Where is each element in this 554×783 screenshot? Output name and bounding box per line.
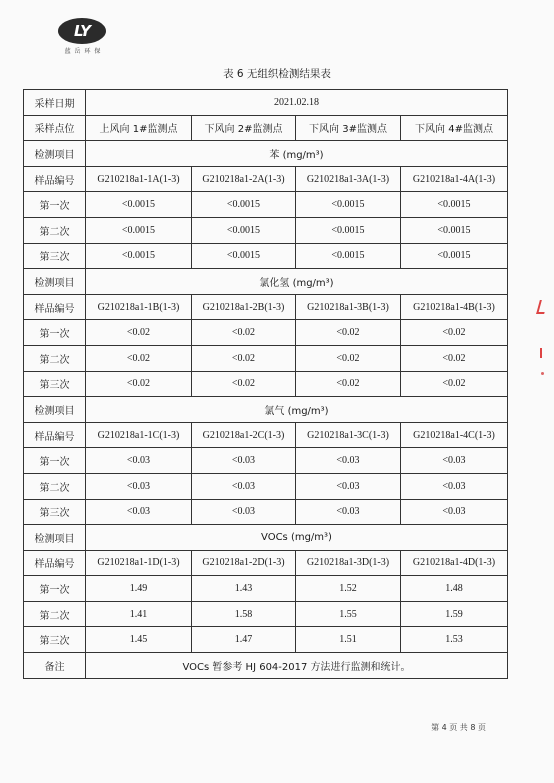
table-row — [24, 217, 508, 243]
result-value: <0.03 — [192, 473, 296, 499]
item-label: 检测项目 — [24, 141, 86, 167]
table-row — [24, 90, 508, 116]
sample-label: 样品编号 — [24, 294, 86, 320]
sample-id: G210218a1-4C(1-3) — [401, 422, 508, 448]
result-value: <0.03 — [192, 448, 296, 474]
table-row — [24, 653, 508, 679]
result-value: <0.02 — [86, 345, 192, 371]
result-value: <0.03 — [401, 499, 508, 525]
result-value: 1.49 — [86, 576, 192, 602]
sample-id: G210218a1-3D(1-3) — [296, 550, 401, 576]
result-value: 1.55 — [296, 601, 401, 627]
point-cell: 下风向 4#监测点 — [401, 115, 508, 141]
result-value: <0.0015 — [296, 243, 401, 269]
sample-id: G210218a1-3A(1-3) — [296, 166, 401, 192]
result-value: <0.02 — [296, 320, 401, 346]
point-cell: 下风向 2#监测点 — [192, 115, 296, 141]
result-value: 1.41 — [86, 601, 192, 627]
result-value: 1.59 — [401, 601, 508, 627]
logo-company-name: 蓝 岳 环 保 — [64, 48, 102, 55]
round-label: 第一次 — [24, 320, 86, 346]
round-label: 第二次 — [24, 473, 86, 499]
table-title: 表 6 无组织检测结果表 — [223, 68, 331, 80]
table-row — [24, 576, 508, 602]
table-row — [24, 294, 508, 320]
result-value: <0.0015 — [401, 243, 508, 269]
table-row — [24, 473, 508, 499]
result-value: <0.03 — [86, 448, 192, 474]
result-value: <0.0015 — [86, 243, 192, 269]
item-name: 苯 (mg/m³) — [86, 141, 508, 167]
round-label: 第一次 — [24, 576, 86, 602]
result-value: <0.02 — [401, 345, 508, 371]
table-row — [24, 550, 508, 576]
page-number: 第 4 页 共 8 页 — [431, 723, 486, 732]
round-label: 第二次 — [24, 345, 86, 371]
result-value: <0.0015 — [192, 243, 296, 269]
result-value: <0.02 — [401, 371, 508, 397]
round-label: 第一次 — [24, 448, 86, 474]
table-row — [24, 243, 508, 269]
table-row — [24, 601, 508, 627]
red-stamp-mark — [540, 348, 546, 358]
sample-id: G210218a1-1B(1-3) — [86, 294, 192, 320]
note-label: 备注 — [24, 653, 86, 679]
results-table-body — [24, 90, 508, 679]
result-value: 1.53 — [401, 627, 508, 653]
result-value: 1.58 — [192, 601, 296, 627]
sample-id: G210218a1-2B(1-3) — [192, 294, 296, 320]
table-row — [24, 448, 508, 474]
result-value: 1.48 — [401, 576, 508, 602]
result-value: <0.0015 — [192, 217, 296, 243]
sample-id: G210218a1-2A(1-3) — [192, 166, 296, 192]
point-cell: 下风向 3#监测点 — [296, 115, 401, 141]
table-row — [24, 192, 508, 218]
result-value: <0.02 — [192, 345, 296, 371]
date-value: 2021.02.18 — [86, 90, 508, 116]
result-value: 1.52 — [296, 576, 401, 602]
result-value: <0.0015 — [401, 192, 508, 218]
note-value: VOCs 暂参考 HJ 604-2017 方法进行监测和统计。 — [86, 653, 508, 679]
table-row — [24, 345, 508, 371]
result-value: <0.03 — [192, 499, 296, 525]
result-value: <0.03 — [401, 473, 508, 499]
item-name: VOCs (mg/m³) — [86, 525, 508, 551]
result-value: <0.0015 — [86, 192, 192, 218]
round-label: 第三次 — [24, 371, 86, 397]
result-value: <0.03 — [296, 448, 401, 474]
result-value: 1.47 — [192, 627, 296, 653]
result-value: <0.02 — [192, 371, 296, 397]
table-row — [24, 115, 508, 141]
result-value: 1.51 — [296, 627, 401, 653]
round-label: 第三次 — [24, 499, 86, 525]
table-row — [24, 499, 508, 525]
round-label: 第二次 — [24, 601, 86, 627]
date-label: 采样日期 — [24, 90, 86, 116]
company-logo — [58, 18, 108, 55]
sample-label: 样品编号 — [24, 550, 86, 576]
results-table — [23, 89, 508, 679]
table-row — [24, 320, 508, 346]
item-name: 氯化氢 (mg/m³) — [86, 269, 508, 295]
sample-id: G210218a1-4D(1-3) — [401, 550, 508, 576]
item-label: 检测项目 — [24, 269, 86, 295]
result-value: 1.43 — [192, 576, 296, 602]
sample-id: G210218a1-4B(1-3) — [401, 294, 508, 320]
result-value: <0.03 — [296, 499, 401, 525]
sample-id: G210218a1-3C(1-3) — [296, 422, 401, 448]
table-row — [24, 269, 508, 295]
round-label: 第三次 — [24, 243, 86, 269]
result-value: <0.0015 — [296, 192, 401, 218]
sample-id: G210218a1-2D(1-3) — [192, 550, 296, 576]
table-row — [24, 422, 508, 448]
result-value: <0.03 — [401, 448, 508, 474]
result-value: <0.02 — [296, 371, 401, 397]
result-value: 1.45 — [86, 627, 192, 653]
sample-id: G210218a1-1C(1-3) — [86, 422, 192, 448]
point-cell: 上风向 1#监测点 — [86, 115, 192, 141]
red-stamp-mark — [536, 300, 548, 314]
result-value: <0.03 — [86, 499, 192, 525]
sample-id: G210218a1-1D(1-3) — [86, 550, 192, 576]
result-value: <0.0015 — [296, 217, 401, 243]
table-row — [24, 525, 508, 551]
sample-id: G210218a1-1A(1-3) — [86, 166, 192, 192]
result-value: <0.03 — [296, 473, 401, 499]
result-value: <0.02 — [86, 320, 192, 346]
round-label: 第一次 — [24, 192, 86, 218]
result-value: <0.0015 — [401, 217, 508, 243]
result-value: <0.02 — [401, 320, 508, 346]
logo-mark: LY — [58, 18, 106, 44]
round-label: 第二次 — [24, 217, 86, 243]
round-label: 第三次 — [24, 627, 86, 653]
sample-id: G210218a1-2C(1-3) — [192, 422, 296, 448]
sample-label: 样品编号 — [24, 422, 86, 448]
sample-label: 样品编号 — [24, 166, 86, 192]
table-row — [24, 397, 508, 423]
item-label: 检测项目 — [24, 525, 86, 551]
red-stamp-mark — [541, 372, 544, 375]
result-value: <0.0015 — [192, 192, 296, 218]
result-value: <0.02 — [192, 320, 296, 346]
sample-id: G210218a1-4A(1-3) — [401, 166, 508, 192]
result-value: <0.02 — [296, 345, 401, 371]
result-value: <0.0015 — [86, 217, 192, 243]
point-label: 采样点位 — [24, 115, 86, 141]
result-value: <0.03 — [86, 473, 192, 499]
table-row — [24, 166, 508, 192]
sample-id: G210218a1-3B(1-3) — [296, 294, 401, 320]
table-row — [24, 141, 508, 167]
item-name: 氯气 (mg/m³) — [86, 397, 508, 423]
table-row — [24, 371, 508, 397]
item-label: 检测项目 — [24, 397, 86, 423]
table-row — [24, 627, 508, 653]
result-value: <0.02 — [86, 371, 192, 397]
